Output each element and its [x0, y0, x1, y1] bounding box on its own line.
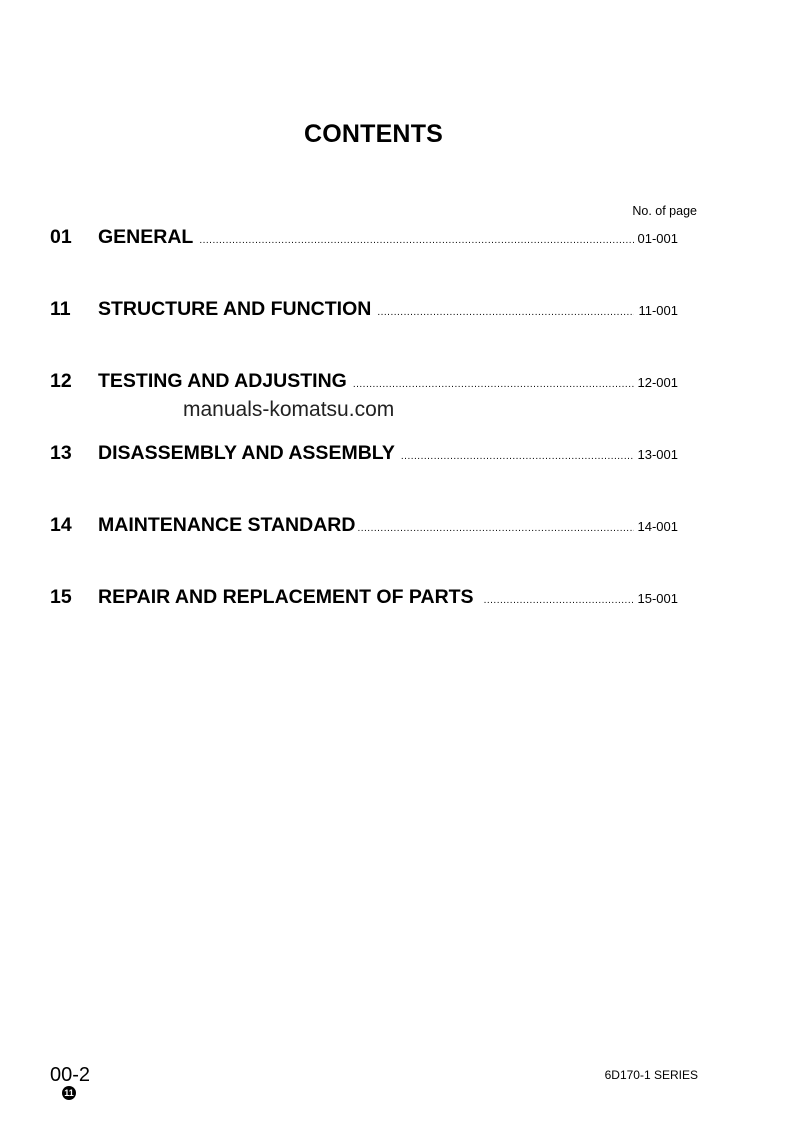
toc-entry[interactable]	[50, 298, 678, 322]
column-header-page: No. of page	[632, 204, 697, 218]
section-number: 11	[50, 298, 71, 320]
section-number: 12	[50, 370, 72, 392]
toc-entry[interactable]	[50, 442, 678, 466]
section-number: 14	[50, 514, 72, 536]
page-reference: 12-001	[637, 375, 678, 390]
watermark: manuals-komatsu.com	[183, 398, 395, 421]
dot-leader	[377, 307, 634, 318]
dot-leader	[357, 523, 633, 534]
dot-leader	[401, 451, 634, 462]
dot-leader	[353, 379, 634, 390]
section-title: GENERAL	[98, 226, 194, 248]
toc-entry[interactable]	[50, 226, 678, 250]
toc-entry[interactable]	[50, 370, 678, 394]
dot-leader	[199, 235, 633, 246]
footer-series: 6D170-1 SERIES	[604, 1068, 698, 1082]
revision-mark-icon: 11	[62, 1086, 76, 1100]
section-title: DISASSEMBLY AND ASSEMBLY	[98, 442, 395, 464]
page-title: CONTENTS	[303, 120, 444, 148]
dot-leader	[484, 595, 634, 606]
section-title: MAINTENANCE STANDARD	[98, 514, 356, 536]
section-number: 13	[50, 442, 72, 464]
section-title: STRUCTURE AND FUNCTION	[98, 298, 372, 320]
section-title: REPAIR AND REPLACEMENT OF PARTS	[98, 586, 474, 608]
page-reference: 13-001	[637, 447, 678, 462]
toc-entry[interactable]	[50, 586, 678, 610]
page-reference: 11-001	[638, 303, 678, 318]
section-title: TESTING AND ADJUSTING	[98, 370, 347, 392]
footer-page-number: 00-2	[50, 1064, 91, 1086]
section-number: 01	[50, 226, 72, 248]
section-number: 15	[50, 586, 72, 608]
page-reference: 01-001	[637, 231, 678, 246]
page-reference: 15-001	[637, 591, 678, 606]
page-reference: 14-001	[637, 519, 678, 534]
toc-entry[interactable]	[50, 514, 678, 538]
